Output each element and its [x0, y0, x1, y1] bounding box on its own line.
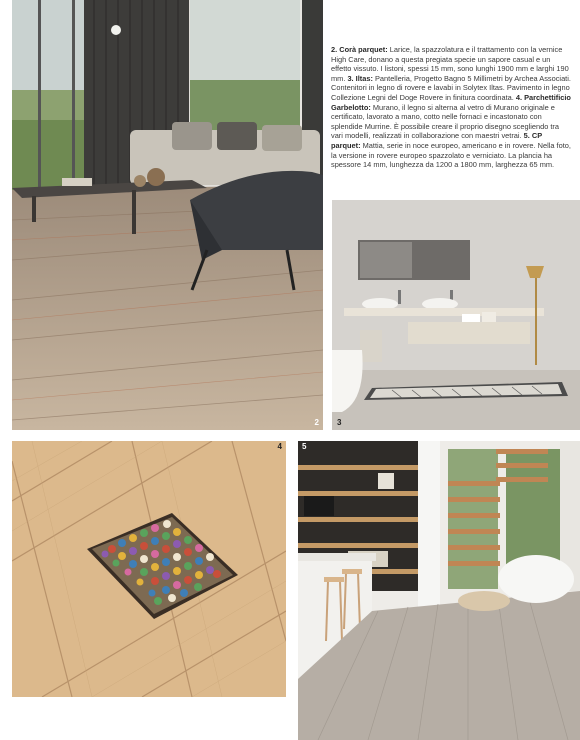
photo-number-5: 5: [302, 442, 307, 451]
caption-5-text: Mattia, serie in noce europeo, americano e in rovere. Nella foto, la versione in rovere europeo spazzolato e verniciato. La plancia ha spessore 14 mm, lunghezza da 1200 a 1800 mm, larghezza 65 mm.: [331, 140, 571, 170]
caption-4-number: 4.: [515, 92, 523, 102]
caption-block: [331, 45, 571, 170]
caption-3-number: 3.: [347, 73, 354, 83]
caption-3-text: Pantelleria, Progetto Bagno 5 Millimetri by Archea Associati. Contenitori in legno di rovere e lavabi in Solytex Iltas. Pavimento in legno Collezione Legni del Doge Rovere in finitura coordinata.: [331, 73, 571, 102]
caption-3-brand: Iltas:: [355, 73, 373, 83]
photo-number-2: 2: [314, 418, 319, 427]
photo-number-3: 3: [337, 418, 342, 427]
caption-5-brand: CP parquet:: [331, 131, 543, 150]
caption-4-text: Murano, il legno si alterna al vetro di Murano originale e certificato, lavorato a mano, cotto nelle fornaci e incastonato con splendide Murrine. È possibile creare il proprio disegno scegliendo tra vari modelli, realizzati in collaborazione con maestri vetrai.: [331, 102, 560, 141]
photo-number-4: 4: [277, 442, 282, 451]
photo-living-room: [12, 0, 323, 430]
caption-5-number: 5.: [523, 131, 530, 141]
caption-2-text: Larice, la spazzolatura e il trattamento con la vernice High Care, donano a questa pregiata specie un sapore casual e un effetto vissuto. I listoni, spessi 15 mm, sono lunghi 1900 mm e larghi 190 mm.: [331, 45, 569, 83]
caption-4-brand: Parchettificio Garbelotto:: [331, 92, 571, 112]
photo-bathroom: [332, 200, 580, 430]
photo-kitchen: [298, 441, 580, 740]
caption-2-number: 2.: [331, 45, 338, 54]
caption-2-brand: Corà parquet:: [339, 45, 388, 54]
photo-murano-parquet: [12, 441, 286, 697]
